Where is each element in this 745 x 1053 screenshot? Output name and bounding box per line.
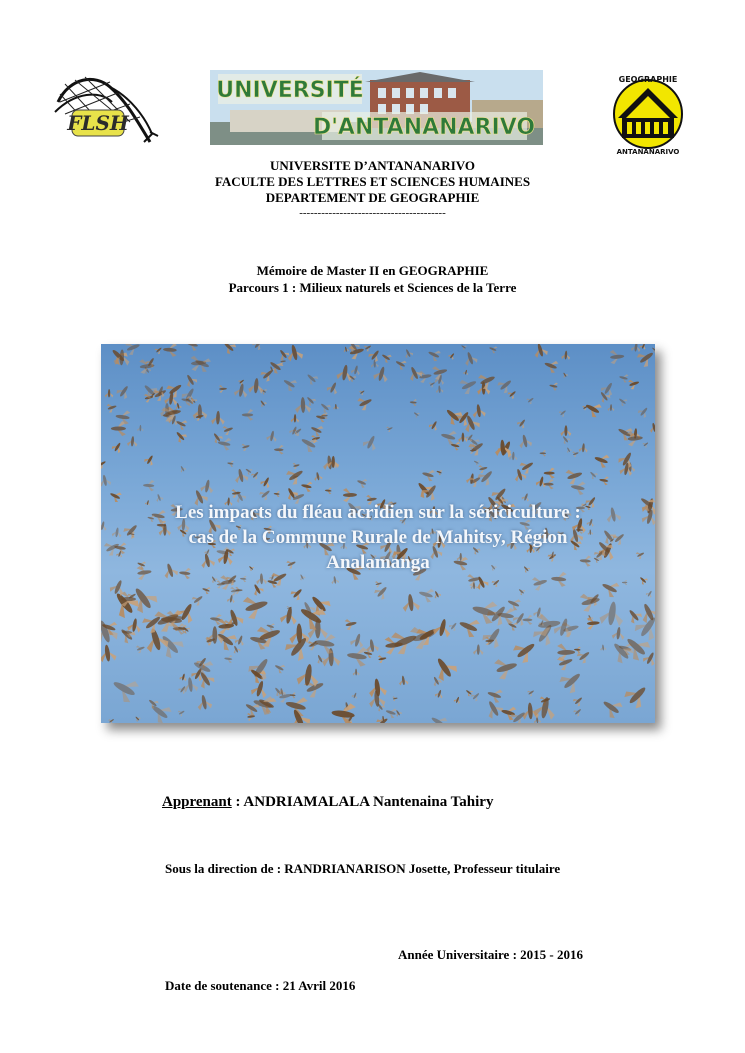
degree-line: Mémoire de Master II en GEOGRAPHIE	[256, 263, 489, 278]
defense-date: Date de soutenance : 21 Avril 2016	[165, 978, 356, 993]
university-name: UNIVERSITE D’ANTANANARIVO	[270, 158, 475, 173]
geography-logo	[608, 70, 688, 158]
university-logo-line1: UNIVERSITÉ	[216, 78, 364, 103]
flsh-logo	[50, 72, 162, 158]
thesis-title	[101, 500, 655, 575]
institution-header	[0, 158, 745, 206]
geography-logo-top-text: GEOGRAPHIE	[618, 75, 678, 84]
author-name: ANDRIAMALALA Nantenaina Tahiry	[243, 794, 494, 810]
faculty-name: FACULTE DES LETTRES ET SCIENCES HUMAINES	[214, 174, 531, 189]
department-name: DEPARTEMENT DE GEOGRAPHIE	[265, 190, 480, 205]
university-logo	[210, 70, 543, 145]
flsh-logo-text: FLSH	[67, 111, 129, 135]
academic-year: Année Universitaire : 2015 - 2016	[398, 947, 583, 962]
thesis-title-line1: Les impacts du fléau acridien sur la sériciculture :	[175, 502, 581, 523]
supervision-line: Sous la direction de : RANDRIANARISON Josette, Professeur titulaire	[165, 861, 561, 876]
author-separator: :	[231, 794, 244, 810]
author-label: Apprenant	[162, 794, 232, 810]
thesis-title-line3: Analamanga	[326, 552, 430, 573]
memoire-info	[0, 262, 745, 296]
thesis-title-line2: cas de la Commune Rurale de Mahitsy, Région	[188, 527, 568, 548]
geography-logo-bottom-text: ANTANANARIVO	[616, 148, 680, 156]
track-line: Parcours 1 : Milieux naturels et Sciences de la Terre	[228, 280, 517, 295]
university-logo-line2: D'ANTANANARIVO	[312, 115, 536, 140]
author-line	[162, 794, 493, 811]
header-divider: ----------------------------------------	[299, 207, 446, 219]
